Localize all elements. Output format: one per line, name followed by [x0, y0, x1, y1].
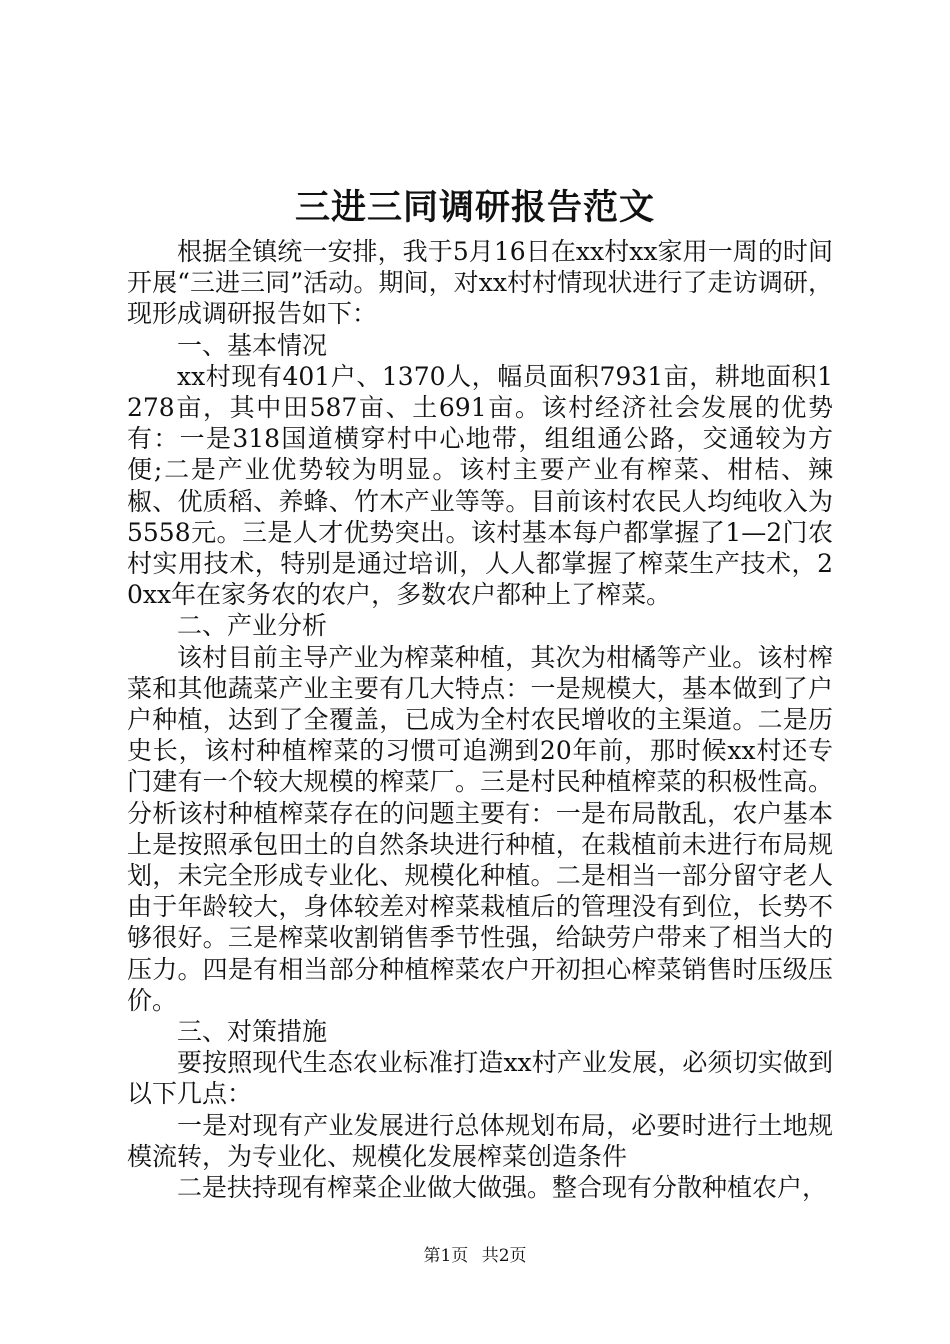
page-footer — [0, 1244, 950, 1268]
page-total: 共2页 — [481, 1246, 527, 1266]
section-heading-basic-situation: 一、基本情况 — [177, 330, 328, 360]
paragraph-measure-two: 二是扶持现有榨菜企业做大做强。整合现有分散种植农户， — [177, 1173, 828, 1203]
paragraph-countermeasures-intro: 要按照现代生态农业标准打造xx村产业发展，必须切实做到以下几点： — [127, 1048, 833, 1109]
page-number: 第1页 — [423, 1246, 469, 1266]
document-title: 三进三同调研报告范文 — [294, 187, 655, 228]
paragraph-measure-one: 一是对现有产业发展进行总体规划布局，必要时进行土地规模流转，为专业化、规模化发展榨菜创造条件 — [127, 1110, 833, 1171]
section-heading-industry-analysis: 二、产业分析 — [177, 611, 328, 641]
document-body — [127, 236, 833, 1203]
paragraph-intro: 根据全镇统一安排，我于5月16日在xx村xx家用一周的时间开展“三进三同”活动。期间，对xx村村情现状进行了走访调研，现形成调研报告如下： — [127, 237, 833, 329]
paragraph-industry-analysis: 该村目前主导产业为榨菜种植，其次为柑橘等产业。该村榨菜和其他蔬菜产业主要有几大特点：一是规模大，基本做到了户户种植，达到了全覆盖，已成为全村农民增收的主渠道。二是历史长，该村种植榨菜的习惯可追溯到20年前，那时候xx村还专门建有一个较大规模的榨菜厂。三是村民种植榨菜的积极性高。分析该村种植榨菜存在的问题主要有：一是布局散乱，农户基本上是按照承包田土的自然条块进行种植，在栽植前未进行布局规划，未完全形成专业化、规模化种植。二是相当一部分留守老人由于年龄较大，身体较差对榨菜栽植后的管理没有到位，长势不够很好。三是榨菜收割销售季节性强，给缺劳户带来了相当大的压力。四是有相当部分种植榨菜农户开初担心榨菜销售时压级压价。 — [127, 642, 833, 1015]
paragraph-basic-situation: xx村现有401户、1370人，幅员面积7931亩，耕地面积1278亩，其中田587亩、土691亩。该村经济社会发展的优势有：一是318国道横穿村中心地带，组组通公路，交通较为方便;二是产业优势较为明显。该村主要产业有榨菜、柑桔、辣椒、优质稻、养蜂、竹木产业等等。目前该村农民人均纯收入为5558元。三是人才优势突出。该村基本每户都掌握了1—2门农村实用技术，特别是通过培训，人人都掌握了榨菜生产技术，20xx年在家务农的农户，多数农户都种上了榨菜。 — [127, 361, 833, 610]
section-heading-countermeasures: 三、对策措施 — [177, 1017, 328, 1047]
